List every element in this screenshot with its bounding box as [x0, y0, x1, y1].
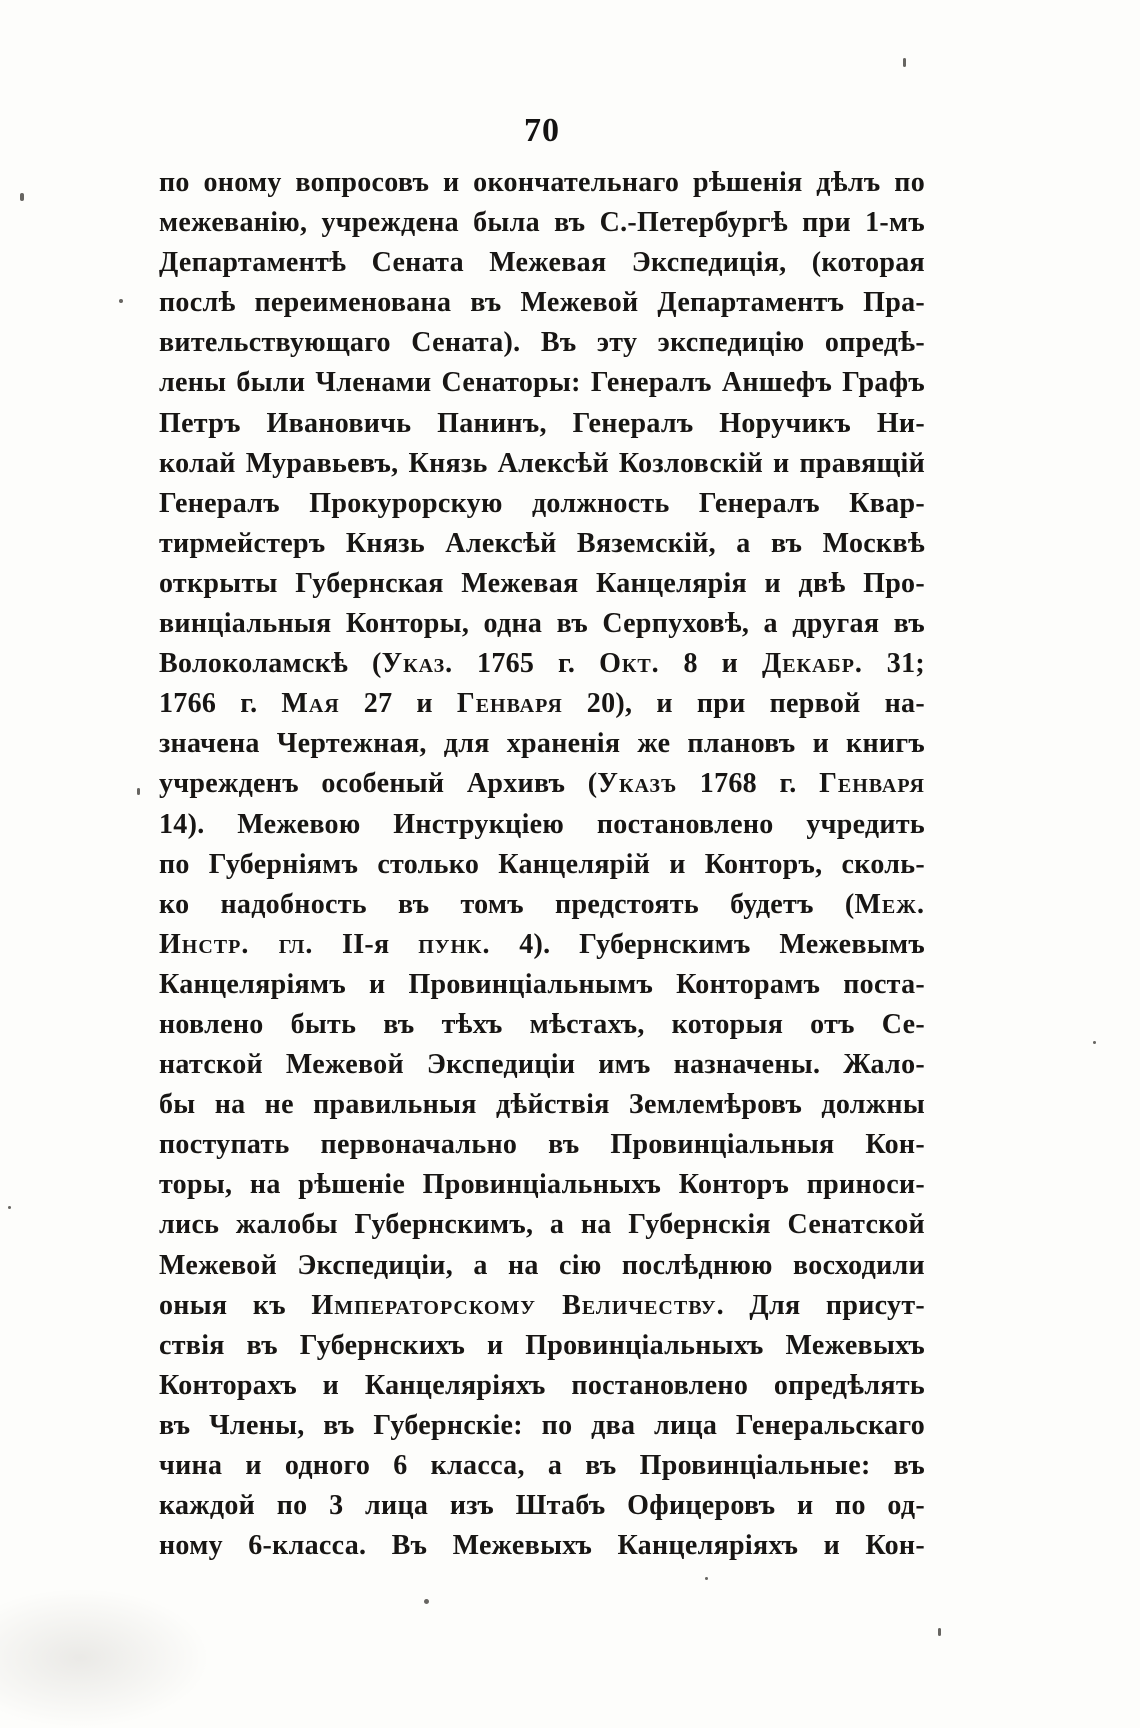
- text-segment: 1768 г.: [677, 768, 820, 800]
- text-line: [159, 484, 925, 524]
- text-segment: 4). Губернскимъ Межевымъ: [490, 928, 925, 960]
- text-segment: бы на не правильныя дѣйствія Землемѣровъ должны: [159, 1089, 925, 1121]
- text-segment: 1765 г.: [453, 648, 600, 680]
- text-line: [159, 1446, 925, 1486]
- text-line: [159, 684, 925, 724]
- text-segment: II-я: [313, 928, 419, 960]
- text-segment: Конторахъ и Канцеляріяхъ постановлено опредѣлять: [159, 1369, 925, 1401]
- scan-speck: [8, 1206, 11, 1209]
- text-segment: лены были Членами Сенаторы: Генералъ Аншефъ Графъ: [159, 367, 925, 399]
- small-caps-segment: пунк.: [418, 928, 491, 960]
- text-segment: въ Члены, въ Губернскіе: по два лица Генеральскаго: [159, 1409, 925, 1441]
- text-segment: Генералъ Прокурорскую должность Генералъ Квар-: [159, 487, 925, 519]
- scan-speck: [20, 193, 24, 201]
- text-line: [159, 1406, 925, 1446]
- scan-speck: [1093, 1041, 1096, 1044]
- text-segment: Канцеляріямъ и Провинціальнымъ Конторамъ поста-: [159, 968, 925, 1000]
- text-segment: поступать первоначально въ Провинціальныя Кон-: [159, 1129, 925, 1161]
- scan-speck: [119, 299, 123, 303]
- text-segment: 20), и при первой на-: [562, 688, 925, 720]
- small-caps-segment: Указъ: [597, 768, 678, 800]
- small-caps-segment: Окт.: [599, 648, 660, 680]
- text-segment: межеванію, учреждена была въ С.-Петербургѣ при 1-мъ: [159, 207, 925, 239]
- text-segment: послѣ переименована въ Межевой Департаментъ Пра-: [159, 287, 925, 319]
- text-segment: ному 6-класса. Въ Межевыхъ Канцеляріяхъ и Кон-: [159, 1530, 925, 1562]
- text-line: [159, 1045, 925, 1085]
- text-line: [159, 163, 925, 203]
- small-caps-segment: Меж.: [854, 888, 925, 920]
- text-segment: 27 и: [339, 688, 457, 720]
- text-line: [159, 724, 925, 764]
- text-segment: каждой по 3 лица изъ Штабъ Офицеровъ и по од-: [159, 1490, 925, 1522]
- text-segment: . Для присут-: [716, 1289, 926, 1321]
- small-caps-segment: Генваря: [456, 688, 563, 720]
- text-line: [159, 404, 925, 444]
- text-line: [159, 243, 925, 283]
- text-line: [159, 363, 925, 403]
- text-segment: вительствующаго Сената). Въ эту экспедицію опредѣ-: [159, 327, 925, 359]
- text-segment: Межевой Экспедиціи, а на сію послѣднюю восходили: [159, 1249, 925, 1281]
- text-line: [159, 965, 925, 1005]
- scan-speck: [424, 1599, 429, 1604]
- text-line: [159, 1125, 925, 1165]
- text-segment: новлено быть въ тѣхъ мѣстахъ, которыя отъ Се-: [159, 1008, 925, 1040]
- text-segment: учрежденъ особеный Архивъ (: [159, 768, 598, 800]
- text-segment: ко надобность въ томъ предстоять будетъ (: [159, 888, 855, 920]
- text-block: [159, 163, 925, 1566]
- text-line: [159, 805, 925, 845]
- scan-speck: [903, 58, 906, 67]
- text-line: [159, 764, 925, 804]
- text-line: [159, 1246, 925, 1286]
- text-segment: лись жалобы Губернскимъ, а на Губернскія Сенатской: [159, 1209, 925, 1241]
- text-segment: 31;: [862, 648, 925, 680]
- text-line: [159, 885, 925, 925]
- text-segment: колай Муравьевъ, Князь Алексѣй Козловскій и правящій: [159, 447, 925, 479]
- small-caps-segment: Указ.: [381, 648, 454, 680]
- scan-speck: [938, 1628, 941, 1636]
- text-segment: по Губерніямъ столько Канцелярій и Конторъ, сколь-: [159, 848, 925, 880]
- text-segment: оныя къ: [159, 1289, 312, 1321]
- text-segment: значена Чертежная, для храненія же плановъ и книгъ: [159, 728, 925, 760]
- small-caps-segment: Генваря: [819, 768, 925, 800]
- text-line: [159, 1366, 925, 1406]
- scan-speck: [137, 788, 140, 795]
- text-line: [159, 203, 925, 243]
- text-segment: открыты Губернская Межевая Канцелярія и двѣ Про-: [159, 567, 925, 599]
- text-line: [159, 1286, 925, 1326]
- text-line: [159, 283, 925, 323]
- text-segment: 1766 г.: [159, 688, 282, 720]
- scan-speck: [705, 1577, 708, 1580]
- text-segment: Департаментѣ Сената Межевая Экспедиція, (которая: [159, 247, 925, 279]
- small-caps-segment: Декабр.: [761, 648, 863, 680]
- text-segment: винціальныя Конторы, одна въ Серпуховѣ, а другая въ: [159, 608, 925, 640]
- text-line: [159, 1085, 925, 1125]
- text-line: [159, 1165, 925, 1205]
- scan-smudge: [0, 1588, 210, 1728]
- text-line: [159, 1526, 925, 1566]
- text-line: [159, 323, 925, 363]
- text-segment: натской Межевой Экспедиціи имъ назначены. Жало-: [159, 1049, 925, 1081]
- text-line: [159, 845, 925, 885]
- text-line: [159, 604, 925, 644]
- small-caps-segment: Мая: [281, 688, 340, 720]
- text-segment: по оному вопросовъ и окончательнаго рѣшенія дѣлъ по: [159, 167, 925, 198]
- text-line: [159, 644, 925, 684]
- text-line: [159, 1005, 925, 1045]
- text-line: [159, 444, 925, 484]
- page-number: 70: [524, 112, 560, 149]
- text-segment: ствія въ Губернскихъ и Провинціальныхъ Межевыхъ: [159, 1329, 925, 1361]
- text-segment: торы, на рѣшеніе Провинціальныхъ Конторъ приноси-: [159, 1169, 925, 1201]
- text-segment: 14). Межевою Инструкціею постановлено учредить: [159, 808, 925, 840]
- text-line: [159, 1205, 925, 1245]
- text-line: [159, 925, 925, 965]
- text-line: [159, 1326, 925, 1366]
- text-line: [159, 524, 925, 564]
- text-segment: Волоколамскѣ (: [159, 648, 382, 680]
- small-caps-segment: Инстр. гл.: [159, 928, 314, 960]
- text-segment: тирмейстеръ Князь Алексѣй Вяземскій, а въ Москвѣ: [159, 527, 925, 559]
- small-caps-segment: Императорскому Величеству: [311, 1289, 717, 1321]
- text-segment: 8 и: [659, 648, 762, 680]
- text-segment: Петръ Ивановичь Панинъ, Генералъ Норучикъ Ни-: [159, 407, 925, 439]
- text-line: [159, 564, 925, 604]
- text-line: [159, 1486, 925, 1526]
- text-segment: чина и одного 6 класса, а въ Провинціальные: въ: [159, 1450, 925, 1481]
